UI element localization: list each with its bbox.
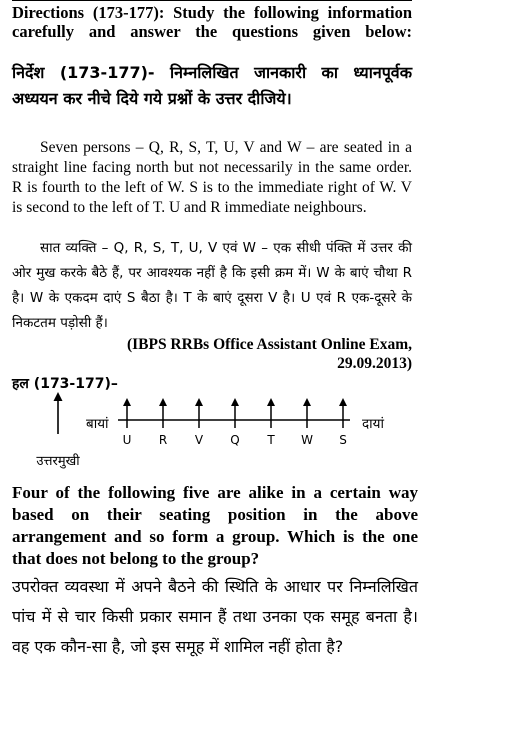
person-letter: U: [122, 433, 132, 447]
directions-english: Directions (173-177): Study the following information carefully and answer the questions given below:: [12, 3, 412, 41]
seating-diagram: [0, 388, 514, 472]
person-arrows: [123, 398, 347, 447]
person-letter: W: [301, 433, 313, 447]
person-letter: S: [339, 433, 347, 447]
exam-source-line1: (IBPS RRBs Office Assistant Online Exam,: [126, 336, 412, 353]
person-arrow-icon: [195, 398, 203, 428]
exam-source-line2: 29.09.2013): [337, 355, 412, 372]
person-arrow-icon: [231, 398, 239, 428]
person-letter: V: [194, 433, 204, 447]
person-letter: Q: [230, 433, 240, 447]
exam-source: [12, 335, 412, 373]
passage-english: Seven persons – Q, R, S, T, U, V and W – are seated in a straight line facing north but not necessarily in the same order. R is fourth to the left of W. S is to the immediate right of W. V is second to the left of T. U and R immediate neighbours.: [12, 139, 412, 216]
person-arrow-icon: [123, 398, 131, 428]
directions-hindi: निर्देश (173-177)- निम्नलिखित जानकारी का ध्यानपूर्वक अध्ययन कर नीचे दिये गये प्रश्नों के उत्तर दीजिये।: [12, 63, 412, 108]
solution-label: हल (173-177)–: [12, 376, 118, 392]
person-letter: T: [267, 433, 275, 447]
person-letter: R: [158, 433, 168, 447]
person-arrow-icon: [159, 398, 167, 428]
person-arrow-icon: [267, 398, 275, 428]
question-english: Four of the following five are alike in a certain way based on their seating position in the above arrangement and so form a group. Which is the one that does not belong to the group?: [12, 483, 418, 568]
passage-hindi: सात व्यक्ति – Q, R, S, T, U, V एवं W – एक सीधी पंक्ति में उत्तर की ओर मुख करके बैठे हैं, पर आवश्यक नहीं है कि इसी क्रम में। W के बाएं चौथा R है। W के एकदम दाएं S बैठा है। T के बाएं दूसरा V है। U एवं R एक-दूसरे के निकटतम पड़ोसी हैं।: [12, 240, 412, 331]
question-hindi: उपरोक्त व्यवस्था में अपने बैठने की स्थिति के आधार पर निम्नलिखित पांच में से चार किसी प्रकार समान हैं तथा उनका एक समूह बनता है। वह एक कौन-सा है, जो इस समूह में शामिल नहीं होता है?: [12, 577, 418, 656]
facing-label: उत्तरमुखी: [36, 454, 80, 469]
person-arrow-icon: [339, 398, 347, 428]
north-arrow-icon: [54, 392, 63, 434]
left-label: बायां: [86, 416, 109, 432]
top-rule: [12, 0, 412, 1]
right-label: दायां: [362, 416, 384, 432]
person-arrow-icon: [303, 398, 311, 428]
